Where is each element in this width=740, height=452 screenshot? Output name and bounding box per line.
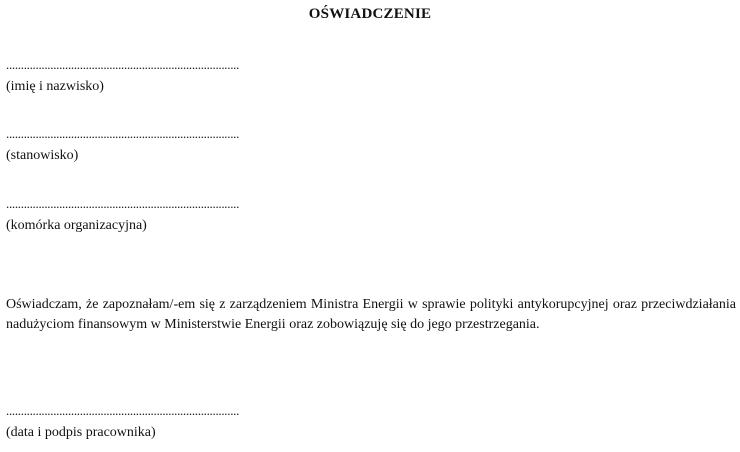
department-field <box>6 197 256 235</box>
name-field <box>6 58 256 96</box>
name-caption: (imię i nazwisko) <box>6 79 104 94</box>
signature-field <box>6 404 256 442</box>
name-dotted-line: ............................................................................... <box>6 58 240 72</box>
statement-text: Oświadczam, że zapoznałam/-em się z zarządzeniem Ministra Energii w sprawie polityki antykorupcyjnej oraz przeciwdziałania nadużyciom finansowym w Ministerstwie Energii oraz zobowiązuję się do jego przestrzegania. <box>6 297 736 332</box>
position-dotted-line: ............................................................................... <box>6 127 240 141</box>
document-title: OŚWIADCZENIE <box>308 6 432 22</box>
department-dotted-line: ............................................................................... <box>6 197 240 211</box>
position-caption: (stanowisko) <box>6 148 79 163</box>
department-caption: (komórka organizacyjna) <box>6 218 147 233</box>
position-field <box>6 127 256 165</box>
signature-caption: (data i podpis pracownika) <box>6 425 156 440</box>
signature-dotted-line: ............................................................................... <box>6 404 240 418</box>
